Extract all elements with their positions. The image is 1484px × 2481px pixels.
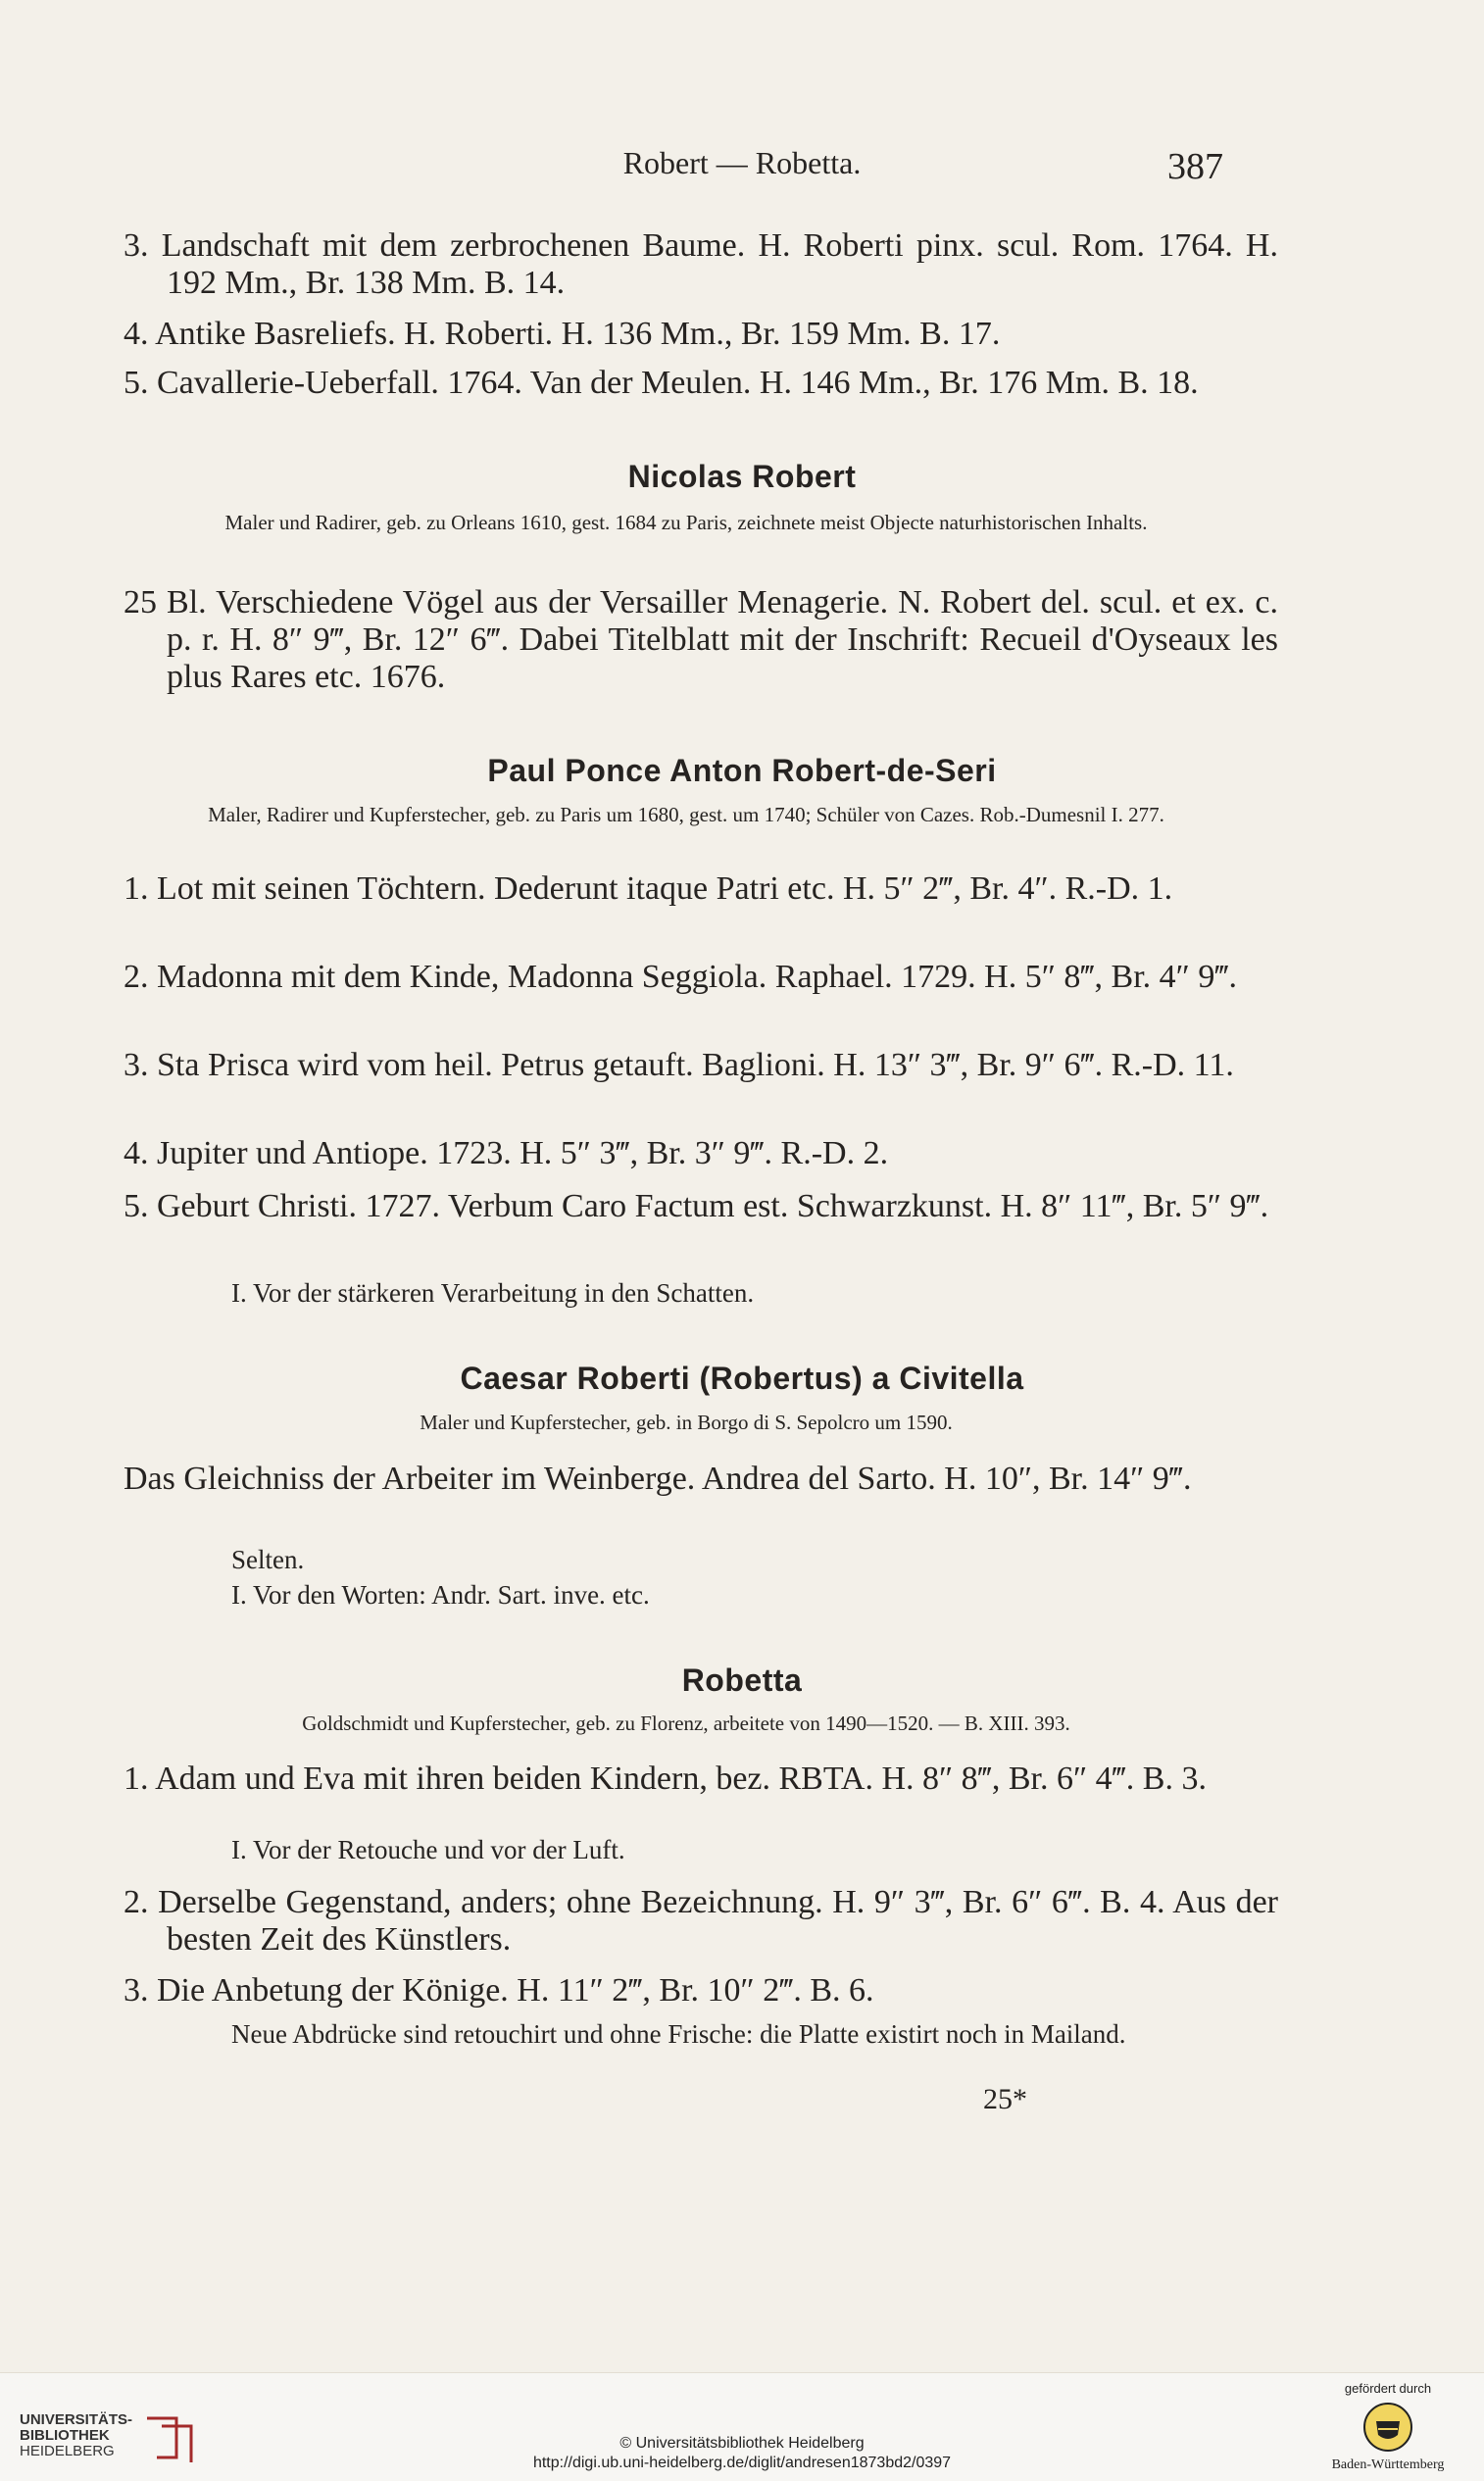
entry-4-jupiter bbox=[124, 1135, 1278, 1172]
sponsor-name: Baden-Württemberg bbox=[1331, 2457, 1445, 2472]
state-note: I. Vor den Worten: Andr. Sart. inve. etc. bbox=[231, 1580, 650, 1610]
page-number: 387 bbox=[1167, 146, 1223, 187]
entry-text: Bl. Verschiedene Vögel aus der Versailler Menagerie. N. Robert del. scul. et ex. c. p. r. H. 8″ 9‴, Br. 12″ 6‴. Dabei Titelblatt mit der Inschrift: Recueil d'Oyseaux les plus Rares etc. 1676. bbox=[167, 584, 1278, 695]
sponsor-logo[interactable] bbox=[1310, 2381, 1466, 2479]
entry-text: Lot mit seinen Töchtern. Dederunt itaque Patri etc. H. 5″ 2‴, Br. 4″. R.-D. 1. bbox=[157, 870, 1173, 907]
heading-nicolas-robert: Nicolas Robert bbox=[627, 459, 857, 494]
entry-number: 3. bbox=[124, 1047, 149, 1083]
entry-text: Cavallerie-Ueberfall. 1764. Van der Meulen. H. 146 Mm., Br. 176 Mm. B. 18. bbox=[157, 365, 1199, 401]
entry-3-anbetung bbox=[124, 1972, 1278, 2010]
entry-2-derselbe bbox=[124, 1884, 1278, 1959]
footer-bar bbox=[0, 2372, 1484, 2481]
entry-5-geburt bbox=[124, 1188, 1278, 1225]
entry-5-cavallerie bbox=[124, 365, 1278, 402]
state-note: I. Vor der Retouche und vor der Luft. bbox=[231, 1835, 625, 1864]
entry-number: 1. bbox=[124, 1761, 149, 1797]
entry-number: 4. bbox=[124, 316, 149, 352]
library-name-line: UNIVERSITÄTS- bbox=[20, 2411, 133, 2428]
entry-3-landschaft bbox=[124, 227, 1278, 302]
coat-of-arms-icon bbox=[1360, 2400, 1415, 2455]
library-name-line: BIBLIOTHEK bbox=[20, 2427, 110, 2444]
entry-1-adam-eva bbox=[124, 1761, 1278, 1798]
entry-number: 25 bbox=[124, 584, 157, 620]
heading-robetta: Robetta bbox=[681, 1662, 803, 1698]
permalink-url[interactable]: http://digi.ub.uni-heidelberg.de/diglit/andresen1873bd2/0397 bbox=[532, 2455, 952, 2471]
entry-text: Madonna mit dem Kinde, Madonna Seggiola. Raphael. 1729. H. 5″ 8‴, Br. 4″ 9‴. bbox=[157, 959, 1237, 995]
entry-text: Die Anbetung der Könige. H. 11″ 2‴, Br. 10″ 2‴. B. 6. bbox=[157, 1972, 874, 2009]
entry-25-voegel bbox=[124, 584, 1278, 696]
entry-number: 5. bbox=[124, 1188, 149, 1224]
entry-text: Jupiter und Antiope. 1723. H. 5″ 3‴, Br. 3″ 9‴. R.-D. 2. bbox=[157, 1135, 889, 1171]
bio-caesar-roberti: Maler und Kupferstecher, geb. in Borgo di S. Sepolcro um 1590. bbox=[420, 1411, 953, 1434]
entry-number: 1. bbox=[124, 870, 149, 907]
entry-1-lot bbox=[124, 870, 1278, 908]
entry-text: Derselbe Gegenstand, anders; ohne Bezeichnung. H. 9″ 3‴, Br. 6″ 6‴. B. 4. Aus der besten Zeit des Künstlers. bbox=[158, 1884, 1278, 1958]
entry-text: Geburt Christi. 1727. Verbum Caro Factum est. Schwarzkunst. H. 8″ 11‴, Br. 5″ 9‴. bbox=[157, 1188, 1269, 1224]
impression-note: Neue Abdrücke sind retouchirt und ohne Frische: die Platte existirt noch in Mailand. bbox=[231, 2019, 1126, 2049]
entry-3-prisca bbox=[124, 1047, 1278, 1084]
entry-text: Antike Basreliefs. H. Roberti. H. 136 Mm., Br. 159 Mm. B. 17. bbox=[155, 316, 1001, 352]
heading-caesar-roberti: Caesar Roberti (Robertus) a Civitella bbox=[460, 1361, 1024, 1396]
rarity-note: Selten. bbox=[231, 1545, 305, 1574]
entry-4-antike bbox=[124, 316, 1278, 353]
entry-number: 2. bbox=[124, 959, 149, 995]
entry-text: Sta Prisca wird vom heil. Petrus getauft. Baglioni. H. 13″ 3‴, Br. 9″ 6‴. R.-D. 11. bbox=[157, 1047, 1234, 1083]
entry-number: 5. bbox=[124, 365, 149, 401]
heading-robert-de-seri: Paul Ponce Anton Robert-de-Seri bbox=[487, 753, 997, 788]
state-note: I. Vor der stärkeren Verarbeitung in den Schatten. bbox=[231, 1278, 755, 1308]
footer-credits bbox=[0, 2434, 1484, 2473]
entry-number: 3. bbox=[124, 227, 149, 264]
entry-number: 4. bbox=[124, 1135, 149, 1171]
bio-robert-de-seri: Maler, Radirer und Kupferstecher, geb. zu Paris um 1680, gest. um 1740; Schüler von Cazes. Rob.-Dumesnil I. 277. bbox=[208, 803, 1164, 826]
running-header: Robert — Robetta. bbox=[622, 145, 862, 180]
entry-gleichniss: Das Gleichniss der Arbeiter im Weinberge. Andrea del Sarto. H. 10″, Br. 14″ 9‴. bbox=[124, 1461, 1192, 1497]
copyright-text: © Universitätsbibliothek Heidelberg bbox=[619, 2435, 865, 2452]
bio-robetta: Goldschmidt und Kupferstecher, geb. zu Florenz, arbeitete von 1490—1520. — B. XIII. 393. bbox=[302, 1712, 1070, 1735]
entry-text: Landschaft mit dem zerbrochenen Baume. H. Roberti pinx. scul. Rom. 1764. H. 192 Mm., Br. 138 Mm. B. 14. bbox=[161, 227, 1278, 301]
entry-number: 2. bbox=[124, 1884, 149, 1920]
entry-text: Adam und Eva mit ihren beiden Kindern, bez. RBTA. H. 8″ 8‴, Br. 6″ 4‴. B. 3. bbox=[155, 1761, 1207, 1797]
entry-number: 3. bbox=[124, 1972, 149, 2009]
sponsor-label: gefördert durch bbox=[1344, 2381, 1432, 2396]
bio-nicolas-robert: Maler und Radirer, geb. zu Orleans 1610, gest. 1684 zu Paris, zeichnete meist Objecte naturhistorischen Inhalts. bbox=[224, 511, 1148, 534]
signature-mark: 25* bbox=[983, 2083, 1027, 2115]
library-name-line: HEIDELBERG bbox=[20, 2443, 115, 2459]
entry-2-madonna bbox=[124, 959, 1278, 996]
